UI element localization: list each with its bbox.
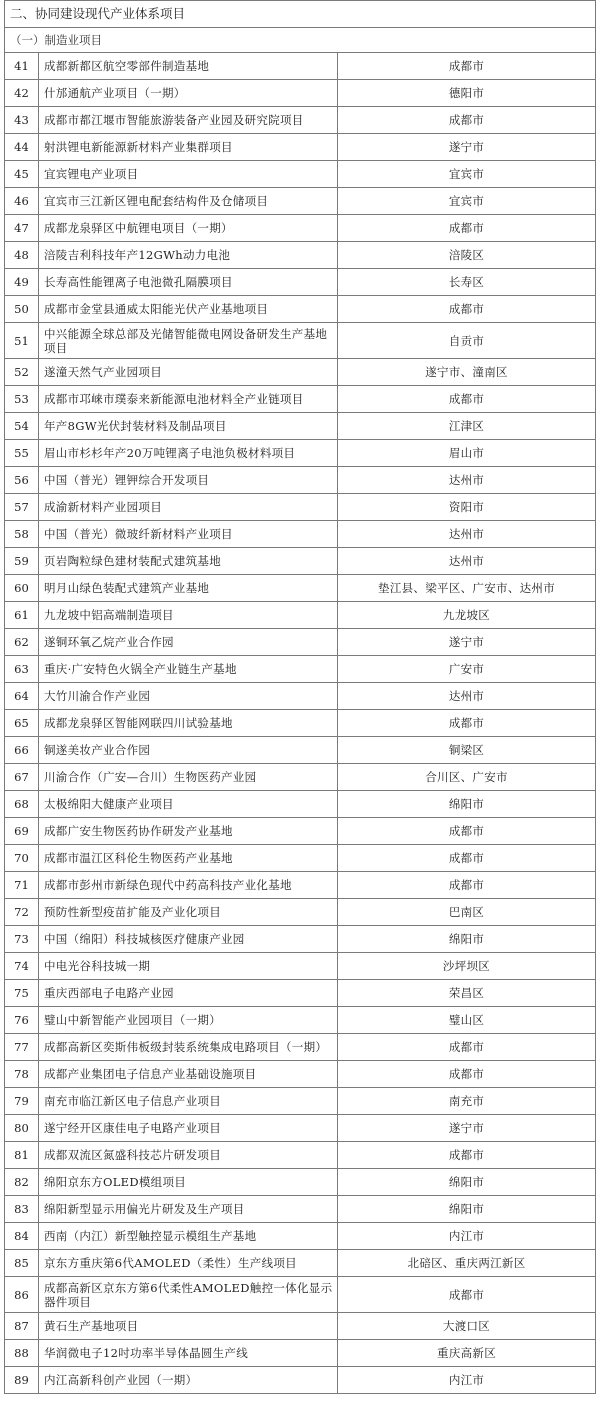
table-row xyxy=(5,215,596,242)
row-number: 75 xyxy=(5,980,39,1007)
project-location: 铜梁区 xyxy=(338,737,596,764)
row-number: 62 xyxy=(5,629,39,656)
project-name: 什邡通航产业项目（一期） xyxy=(39,80,338,107)
subsection-title: （一）制造业项目 xyxy=(5,28,596,53)
project-location: 成都市 xyxy=(338,1142,596,1169)
table-row xyxy=(5,710,596,737)
row-number: 67 xyxy=(5,764,39,791)
project-location: 遂宁市 xyxy=(338,629,596,656)
project-name: 成都双流区氮盛科技芯片研发项目 xyxy=(39,1142,338,1169)
project-name: 明月山绿色装配式建筑产业基地 xyxy=(39,575,338,602)
project-name: 璧山中新智能产业园项目（一期） xyxy=(39,1007,338,1034)
project-location: 荣昌区 xyxy=(338,980,596,1007)
row-number: 86 xyxy=(5,1277,39,1313)
project-name: 绵阳新型显示用偏光片研发及生产项目 xyxy=(39,1196,338,1223)
row-number: 43 xyxy=(5,107,39,134)
project-location: 达州市 xyxy=(338,683,596,710)
project-location: 绵阳市 xyxy=(338,926,596,953)
project-name: 长寿高性能锂离子电池微孔隔膜项目 xyxy=(39,269,338,296)
project-location: 巴南区 xyxy=(338,899,596,926)
row-number: 56 xyxy=(5,467,39,494)
project-location: 成都市 xyxy=(338,107,596,134)
table-row xyxy=(5,53,596,80)
table-row xyxy=(5,1007,596,1034)
table-row xyxy=(5,440,596,467)
row-number: 63 xyxy=(5,656,39,683)
row-number: 72 xyxy=(5,899,39,926)
project-name: 南充市临江新区电子信息产业项目 xyxy=(39,1088,338,1115)
project-name: 九龙坡中铝高端制造项目 xyxy=(39,602,338,629)
project-location: 江津区 xyxy=(338,413,596,440)
table-row xyxy=(5,413,596,440)
project-location: 绵阳市 xyxy=(338,1169,596,1196)
row-number: 55 xyxy=(5,440,39,467)
row-number: 77 xyxy=(5,1034,39,1061)
project-name: 中电光谷科技城一期 xyxy=(39,953,338,980)
project-location: 合川区、广安市 xyxy=(338,764,596,791)
project-location: 自贡市 xyxy=(338,323,596,359)
row-number: 44 xyxy=(5,134,39,161)
project-name: 铜遂美妆产业合作园 xyxy=(39,737,338,764)
project-name: 黄石生产基地项目 xyxy=(39,1313,338,1340)
project-name: 中兴能源全球总部及光储智能微电网设备研发生产基地项目 xyxy=(39,323,338,359)
project-name: 重庆西部电子电路产业园 xyxy=(39,980,338,1007)
row-number: 84 xyxy=(5,1223,39,1250)
row-number: 69 xyxy=(5,818,39,845)
row-number: 52 xyxy=(5,359,39,386)
row-number: 50 xyxy=(5,296,39,323)
project-name: 成都市温江区科伦生物医药产业基地 xyxy=(39,845,338,872)
project-location: 资阳市 xyxy=(338,494,596,521)
row-number: 81 xyxy=(5,1142,39,1169)
project-name: 遂铜环氧乙烷产业合作园 xyxy=(39,629,338,656)
table-row xyxy=(5,845,596,872)
table-row xyxy=(5,107,596,134)
table-row xyxy=(5,1142,596,1169)
table-row xyxy=(5,872,596,899)
row-number: 74 xyxy=(5,953,39,980)
row-number: 46 xyxy=(5,188,39,215)
project-location: 成都市 xyxy=(338,386,596,413)
project-name: 重庆·广安特色火锅全产业链生产基地 xyxy=(39,656,338,683)
table-row xyxy=(5,953,596,980)
row-number: 73 xyxy=(5,926,39,953)
project-location: 成都市 xyxy=(338,215,596,242)
table-row xyxy=(5,188,596,215)
project-location: 沙坪坝区 xyxy=(338,953,596,980)
project-location: 成都市 xyxy=(338,1277,596,1313)
row-number: 61 xyxy=(5,602,39,629)
project-name: 宜宾锂电产业项目 xyxy=(39,161,338,188)
project-location: 北碚区、重庆两江新区 xyxy=(338,1250,596,1277)
project-location: 璧山区 xyxy=(338,1007,596,1034)
section-title: 二、协同建设现代产业体系项目 xyxy=(5,1,596,28)
project-location: 涪陵区 xyxy=(338,242,596,269)
project-location: 遂宁市、潼南区 xyxy=(338,359,596,386)
table-row xyxy=(5,1223,596,1250)
row-number: 54 xyxy=(5,413,39,440)
project-location: 九龙坡区 xyxy=(338,602,596,629)
table-row xyxy=(5,1277,596,1313)
table-row xyxy=(5,80,596,107)
row-number: 71 xyxy=(5,872,39,899)
project-location: 宜宾市 xyxy=(338,161,596,188)
project-location: 垫江县、梁平区、广安市、达州市 xyxy=(338,575,596,602)
project-name: 华润微电子12吋功率半导体晶圆生产线 xyxy=(39,1340,338,1367)
subsection-header-row xyxy=(5,28,596,53)
project-location: 绵阳市 xyxy=(338,791,596,818)
table-row xyxy=(5,899,596,926)
row-number: 64 xyxy=(5,683,39,710)
row-number: 48 xyxy=(5,242,39,269)
project-name: 成都市邛崃市璞泰来新能源电池材料全产业链项目 xyxy=(39,386,338,413)
project-name: 宜宾市三江新区锂电配套结构件及仓储项目 xyxy=(39,188,338,215)
project-name: 京东方重庆第6代AMOLED（柔性）生产线项目 xyxy=(39,1250,338,1277)
row-number: 58 xyxy=(5,521,39,548)
project-name: 射洪锂电新能源新材料产业集群项目 xyxy=(39,134,338,161)
project-location: 南充市 xyxy=(338,1088,596,1115)
project-name: 成都广安生物医药协作研发产业基地 xyxy=(39,818,338,845)
project-name: 遂潼天然气产业园项目 xyxy=(39,359,338,386)
table-row xyxy=(5,161,596,188)
project-name: 预防性新型疫苗扩能及产业化项目 xyxy=(39,899,338,926)
project-name: 太极绵阳大健康产业项目 xyxy=(39,791,338,818)
row-number: 70 xyxy=(5,845,39,872)
project-name: 内江高新科创产业园（一期） xyxy=(39,1367,338,1394)
table-row xyxy=(5,602,596,629)
table-row xyxy=(5,386,596,413)
row-number: 82 xyxy=(5,1169,39,1196)
table-row xyxy=(5,1196,596,1223)
project-name: 年产8GW光伏封装材料及制品项目 xyxy=(39,413,338,440)
table-row xyxy=(5,1115,596,1142)
project-location: 成都市 xyxy=(338,296,596,323)
row-number: 83 xyxy=(5,1196,39,1223)
project-name: 中国（普光）锂钾综合开发项目 xyxy=(39,467,338,494)
project-name: 绵阳京东方OLED模组项目 xyxy=(39,1169,338,1196)
table-row xyxy=(5,323,596,359)
project-location: 成都市 xyxy=(338,845,596,872)
project-location: 达州市 xyxy=(338,548,596,575)
project-location: 德阳市 xyxy=(338,80,596,107)
project-name: 成都产业集团电子信息产业基础设施项目 xyxy=(39,1061,338,1088)
table-row xyxy=(5,521,596,548)
project-name: 遂宁经开区康佳电子电路产业项目 xyxy=(39,1115,338,1142)
project-location: 成都市 xyxy=(338,1034,596,1061)
table-row xyxy=(5,629,596,656)
table-row xyxy=(5,683,596,710)
row-number: 85 xyxy=(5,1250,39,1277)
row-number: 42 xyxy=(5,80,39,107)
project-location: 成都市 xyxy=(338,872,596,899)
table-row xyxy=(5,737,596,764)
row-number: 80 xyxy=(5,1115,39,1142)
project-location: 成都市 xyxy=(338,53,596,80)
row-number: 65 xyxy=(5,710,39,737)
project-name: 成都新都区航空零部件制造基地 xyxy=(39,53,338,80)
project-name: 成都高新区京东方第6代柔性AMOLED触控一体化显示器件项目 xyxy=(39,1277,338,1313)
row-number: 49 xyxy=(5,269,39,296)
project-location: 内江市 xyxy=(338,1223,596,1250)
table-row xyxy=(5,1340,596,1367)
row-number: 41 xyxy=(5,53,39,80)
project-location: 遂宁市 xyxy=(338,134,596,161)
table-row xyxy=(5,575,596,602)
table-row xyxy=(5,134,596,161)
project-name: 眉山市杉杉年产20万吨锂离子电池负极材料项目 xyxy=(39,440,338,467)
table-row xyxy=(5,1250,596,1277)
project-location: 广安市 xyxy=(338,656,596,683)
table-row xyxy=(5,1034,596,1061)
project-name: 西南（内江）新型触控显示模组生产基地 xyxy=(39,1223,338,1250)
table-row xyxy=(5,926,596,953)
table-row xyxy=(5,467,596,494)
row-number: 88 xyxy=(5,1340,39,1367)
project-table-page xyxy=(4,0,595,1394)
project-location: 大渡口区 xyxy=(338,1313,596,1340)
project-name: 成都市都江堰市智能旅游装备产业园及研究院项目 xyxy=(39,107,338,134)
project-name: 涪陵吉利科技年产12GWh动力电池 xyxy=(39,242,338,269)
row-number: 76 xyxy=(5,1007,39,1034)
row-number: 87 xyxy=(5,1313,39,1340)
row-number: 66 xyxy=(5,737,39,764)
table-row xyxy=(5,980,596,1007)
table-row xyxy=(5,269,596,296)
row-number: 51 xyxy=(5,323,39,359)
project-name: 成都龙泉驿区中航锂电项目（一期） xyxy=(39,215,338,242)
row-number: 47 xyxy=(5,215,39,242)
project-location: 重庆高新区 xyxy=(338,1340,596,1367)
row-number: 79 xyxy=(5,1088,39,1115)
table-row xyxy=(5,359,596,386)
table-row xyxy=(5,548,596,575)
project-name: 成都市金堂县通威太阳能光伏产业基地项目 xyxy=(39,296,338,323)
project-table xyxy=(4,0,596,1394)
project-location: 成都市 xyxy=(338,710,596,737)
project-name: 中国（绵阳）科技城核医疗健康产业园 xyxy=(39,926,338,953)
table-row xyxy=(5,494,596,521)
table-row xyxy=(5,764,596,791)
project-location: 宜宾市 xyxy=(338,188,596,215)
section-header-row xyxy=(5,1,596,28)
table-row xyxy=(5,656,596,683)
project-location: 达州市 xyxy=(338,467,596,494)
table-row xyxy=(5,1061,596,1088)
project-location: 成都市 xyxy=(338,1061,596,1088)
project-name: 成都龙泉驿区智能网联四川试验基地 xyxy=(39,710,338,737)
project-name: 成都市彭州市新绿色现代中药高科技产业化基地 xyxy=(39,872,338,899)
row-number: 59 xyxy=(5,548,39,575)
table-row xyxy=(5,1313,596,1340)
project-location: 达州市 xyxy=(338,521,596,548)
project-name: 川渝合作（广安—合川）生物医药产业园 xyxy=(39,764,338,791)
row-number: 53 xyxy=(5,386,39,413)
table-row xyxy=(5,1367,596,1394)
project-location: 眉山市 xyxy=(338,440,596,467)
project-name: 中国（普光）微玻纤新材料产业项目 xyxy=(39,521,338,548)
project-location: 绵阳市 xyxy=(338,1196,596,1223)
table-row xyxy=(5,296,596,323)
row-number: 78 xyxy=(5,1061,39,1088)
project-location: 内江市 xyxy=(338,1367,596,1394)
project-location: 遂宁市 xyxy=(338,1115,596,1142)
table-row xyxy=(5,791,596,818)
row-number: 89 xyxy=(5,1367,39,1394)
project-name: 页岩陶粒绿色建材装配式建筑基地 xyxy=(39,548,338,575)
table-row xyxy=(5,1169,596,1196)
row-number: 45 xyxy=(5,161,39,188)
project-name: 成渝新材料产业园项目 xyxy=(39,494,338,521)
table-row xyxy=(5,1088,596,1115)
table-row xyxy=(5,818,596,845)
row-number: 68 xyxy=(5,791,39,818)
row-number: 60 xyxy=(5,575,39,602)
project-name: 成都高新区奕斯伟板级封装系统集成电路项目（一期） xyxy=(39,1034,338,1061)
project-name: 大竹川渝合作产业园 xyxy=(39,683,338,710)
project-location: 成都市 xyxy=(338,818,596,845)
table-row xyxy=(5,242,596,269)
row-number: 57 xyxy=(5,494,39,521)
project-location: 长寿区 xyxy=(338,269,596,296)
